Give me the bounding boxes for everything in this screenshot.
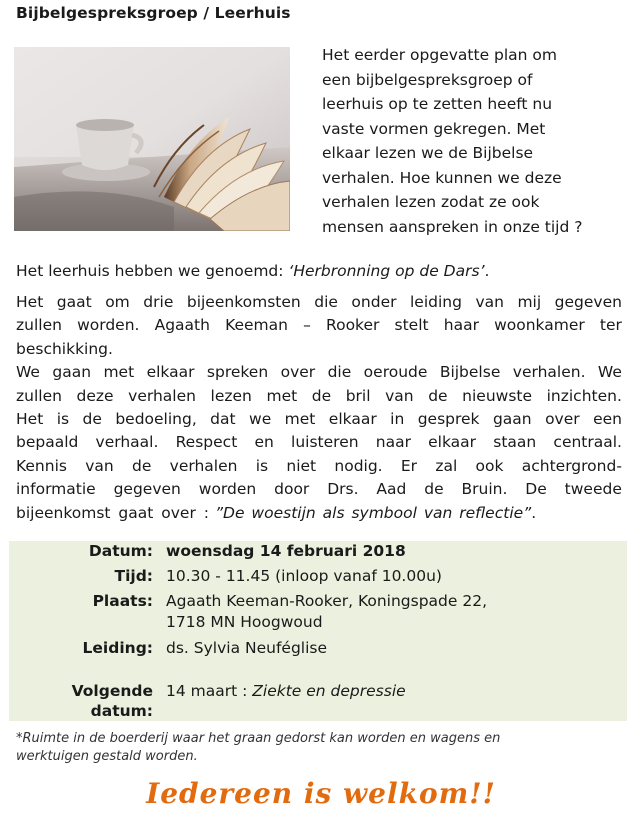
info-box [9,541,627,721]
footnote-line: *Ruimte in de boerderij waar het graan gedorst kan worden en wagens en [16,731,501,746]
body-line: We gaan met elkaar spreken over die oeroude Bijbelse verhalen. We [16,363,622,382]
second-meeting-topic: ”De woestijn als symbool van reflectie” [215,503,532,522]
intro-line: mensen aanspreken in onze tijd ? [322,217,583,236]
leiding-label: Leiding: [82,639,153,657]
body-line: Kennis van de verhalen is niet nodig. Er zal ook achtergrond- [16,456,622,475]
page-title: Bijbelgespreksgroep / Leerhuis [16,4,291,22]
body-line-final [16,502,622,525]
intro-line: een bijbelgespreksgroep of [322,70,533,89]
body-line: bepaald verhaal. Respect en luisteren naar elkaar staan centraal. [16,433,622,452]
body-line: Het is de bedoeling, dat we met elkaar in gesprek gaan over een [16,410,622,429]
leerhuis-name: ‘Herbronning op de Dars’ [288,262,485,280]
plaats-value-line1: Agaath Keeman-Rooker, Koningspade 22, [166,592,488,610]
body-line: Het gaat om drie bijeenkomsten die onder leiding van mij gegeven [16,293,622,311]
plaats-label: Plaats: [92,592,153,610]
tijd-label: Tijd: [114,567,153,585]
body-line: zullen deze verhalen lezen met de bril van de nieuwste inzichten. [16,386,622,405]
volgende-label-2: datum: [90,702,153,720]
intro-line: vaste vormen gekregen. Met [322,119,546,138]
body-paragraph [16,291,622,525]
volgende-label: Volgende [71,682,153,700]
plaats-value-line2: 1718 MN Hoogwoud [166,613,323,631]
intro-line: verhalen lezen zodat ze ook [322,193,540,211]
name-prefix: Het leerhuis hebben we genoemd: [16,262,289,280]
final-prefix: bijeenkomst gaat over : [16,503,209,522]
intro-line: verhalen. Hoe kunnen we deze [322,168,562,187]
footnote [16,730,616,765]
volgende-value [166,682,406,700]
volgende-topic: Ziekte en depressie [252,682,406,700]
footnote-line: werktuigen gestald worden. [16,748,198,764]
intro-line: leerhuis op te zetten heeft nu [322,95,553,113]
teacup-book-photo [14,47,290,231]
leerhuis-name-line [16,259,489,283]
intro-line: Het eerder opgevatte plan om [322,46,558,64]
welcome-banner: Iedereen is welkom!! [146,777,496,810]
body-line: beschikking. [16,339,113,358]
volgende-date: 14 maart : [166,682,253,700]
intro-paragraph [322,43,622,239]
leiding-value: ds. Sylvia Neuféglise [166,639,328,657]
body-line: zullen worden. Agaath Keeman – Rooker stelt haar woonkamer ter [16,316,622,335]
intro-line: elkaar lezen we de Bijbelse [322,144,534,162]
final-suffix: . [531,503,537,522]
body-line: informatie gegeven worden door Drs. Aad de Bruin. De tweede [16,480,622,499]
datum-value: woensdag 14 februari 2018 [166,542,406,560]
datum-label: Datum: [88,542,153,560]
tijd-value: 10.30 - 11.45 (inloop vanaf 10.00u) [166,567,442,585]
name-suffix: . [484,262,490,280]
